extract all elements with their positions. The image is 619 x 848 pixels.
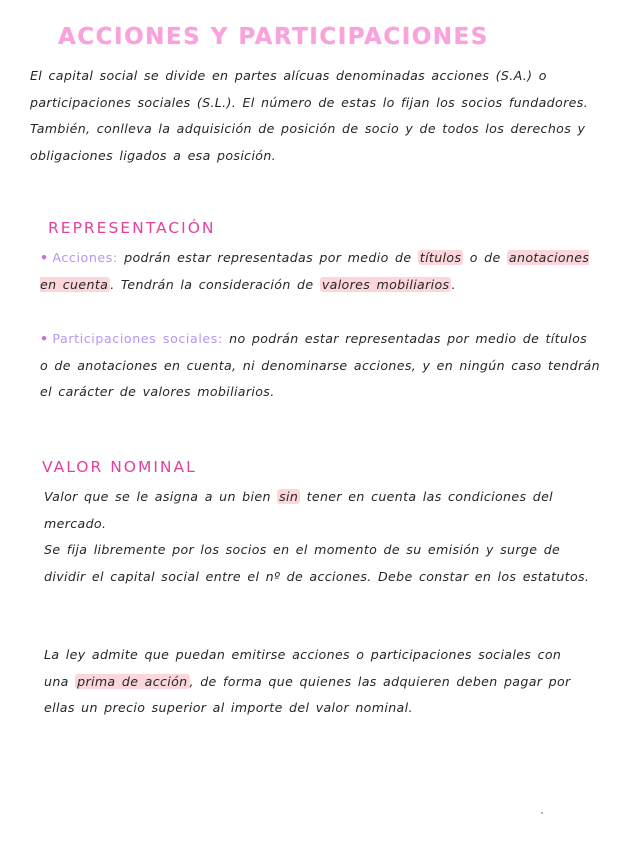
heading-valor-nominal: VALOR NOMINAL [42,458,197,476]
intro-paragraph [30,63,590,169]
acciones-paragraph [40,245,600,298]
bullet-icon: • [40,331,49,346]
acciones-text-b: o de [463,250,507,265]
bullet-icon: • [40,250,49,265]
valor-nominal-paragraph-2 [44,537,592,590]
term-participaciones: Participaciones sociales: [52,331,223,346]
highlight-sin: sin [279,489,299,504]
highlight-titulos: títulos [419,250,462,265]
page-title: ACCIONES Y PARTICIPACIONES [58,24,489,50]
heading-representacion: REPRESENTACIÓN [48,219,216,237]
term-acciones: Acciones: [52,250,118,265]
highlight-valores-mobiliarios: valores mobiliarios [321,276,450,292]
vn-p3-text-b: , de forma que quienes las adquieren deben pagar por ellas un precio superior al importe del valor nominal. [44,673,571,715]
vn-p2-text: Se fija libremente por los socios en el momento de su emisión y surge de dividir el capital social entre el nº de acciones. Debe constar en los estatutos. [44,542,590,584]
vn-p1-text-b: tener en cuenta las condiciones del mercado. [44,489,554,531]
acciones-text-a: podrán estar representadas por medio de [117,250,418,265]
stray-dot [541,812,543,814]
intro-text: El capital social se divide en partes alícuas denominadas acciones (S.A.) o participaciones sociales (S.L.). El número de estas lo fijan los socios fundadores. También, conlleva la adquisición de posición de socio y de todos los derechos y obligaciones ligados a esa posición. [30,68,588,163]
highlight-anotaciones: anotaciones en cuenta [40,250,590,292]
highlight-prima-de-accion: prima de acción [77,673,188,689]
vn-p1-text-a: Valor que se le asigna a un bien [44,489,278,504]
acciones-text-c: . Tendrán la consideración de [110,276,320,292]
valor-nominal-paragraph-1 [44,484,589,537]
vn-p3-text-a: La ley admite que puedan emitirse acciones o participaciones sociales con una [44,647,562,689]
acciones-text-d: . [451,276,456,292]
valor-nominal-paragraph-3 [44,642,592,722]
participaciones-text: no podrán estar representadas por medio de títulos o de anotaciones en cuenta, ni denominarse acciones, y en ningún caso tendrán el carácter de valores mobiliarios. [40,331,600,399]
participaciones-paragraph [40,326,600,406]
